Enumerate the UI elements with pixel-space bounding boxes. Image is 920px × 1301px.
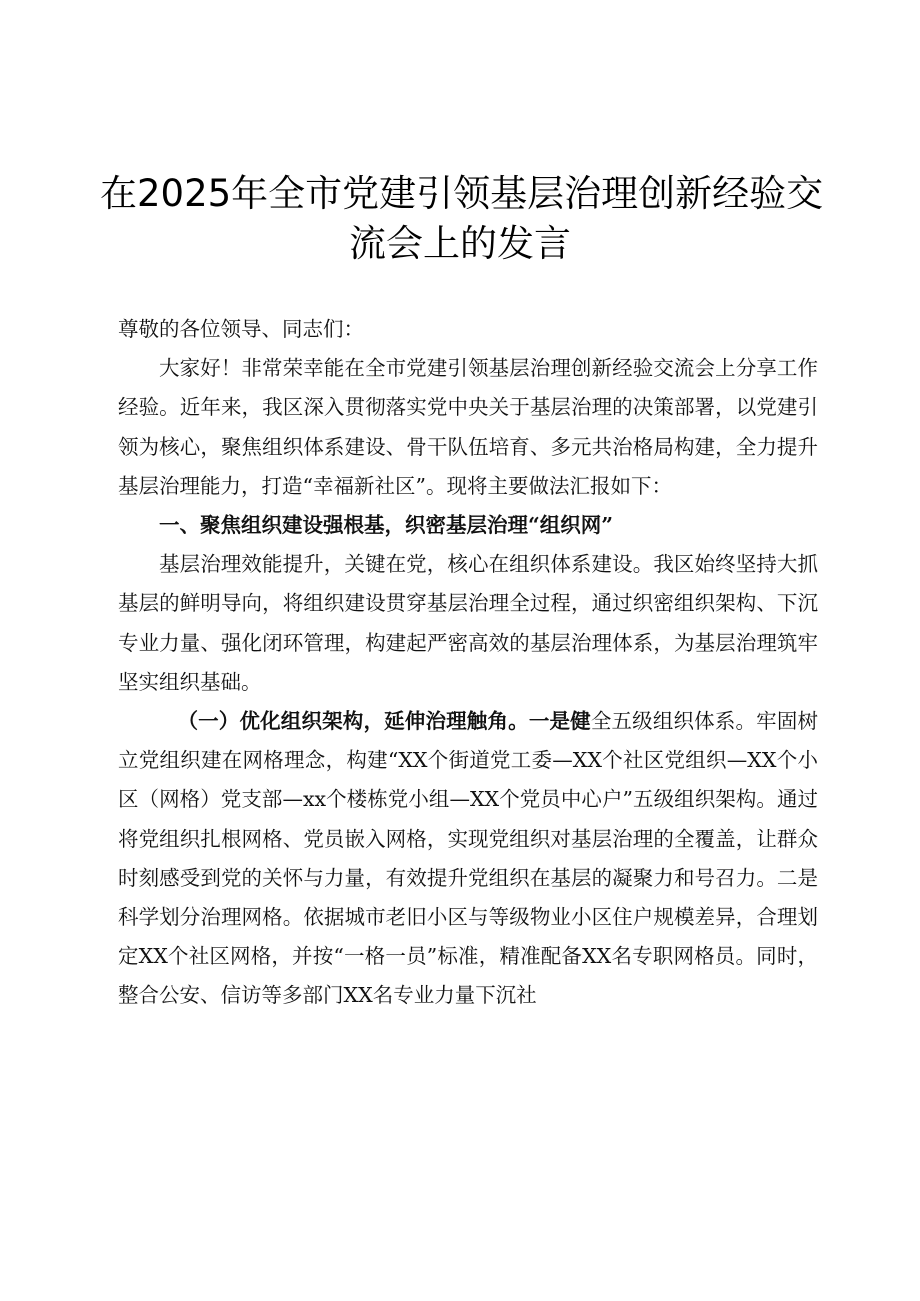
subsection-heading-1: （一）优化组织架构，延伸治理触角。 bbox=[177, 709, 529, 734]
subsection-1-text: 全五级组织体系。牢固树立党组织建在网格理念，构建“XX个街道党工委—XX个社区党组织—XX个小区（网格）党支部—xx个楼栋党小组—XX个党员中心户”五级组织架构。通过将党组织扎根网格、党员嵌入网格，实现党组织对基层治理的全覆盖，让群众时刻感受到党的关怀与力量，有效提升党组织在基层的凝聚力和号召力。二是科学划分治理网格。依据城市老旧小区与等级物业小区住户规模差异，合理划定XX个社区网格，并按“一格一员”标准，精准配备XX名专职网格员。同时，整合公安、信访等多部门XX名专业力量下沉社 bbox=[118, 709, 819, 1008]
section-heading-1: 一、聚焦组织建设强根基，织密基层治理“组织网” bbox=[159, 513, 614, 538]
subsection-point-1-lead: 一是健 bbox=[528, 709, 591, 734]
document-title-line-1: 在2025年全市党建引领基层治理创新经验交 bbox=[100, 172, 824, 215]
paragraph-opening: 大家好！非常荣幸能在全市党建引领基层治理创新经验交流会上分享工作经验。近年来，我区深入贯彻落实党中央关于基层治理的决策部署，以党建引领为核心，聚焦组织体系建设、骨干队伍培育、多元共治格局构建，全力提升基层治理能力，打造“幸福新社区”。现将主要做法汇报如下： bbox=[118, 356, 818, 498]
document-body bbox=[118, 310, 818, 1016]
document-title-line-2: 流会上的发言 bbox=[349, 222, 571, 265]
greeting: 尊敬的各位领导、同志们： bbox=[118, 317, 364, 341]
paragraph-section-1-intro: 基层治理效能提升，关键在党，核心在组织体系建设。我区始终坚持大抓基层的鲜明导向，将组织建设贯穿基层治理全过程，通过织密组织架构、下沉专业力量、强化闭环管理，构建起严密高效的基层治理体系，为基层治理筑牢坚实组织基础。 bbox=[118, 552, 818, 694]
paragraph-subsection-1 bbox=[118, 702, 818, 1016]
